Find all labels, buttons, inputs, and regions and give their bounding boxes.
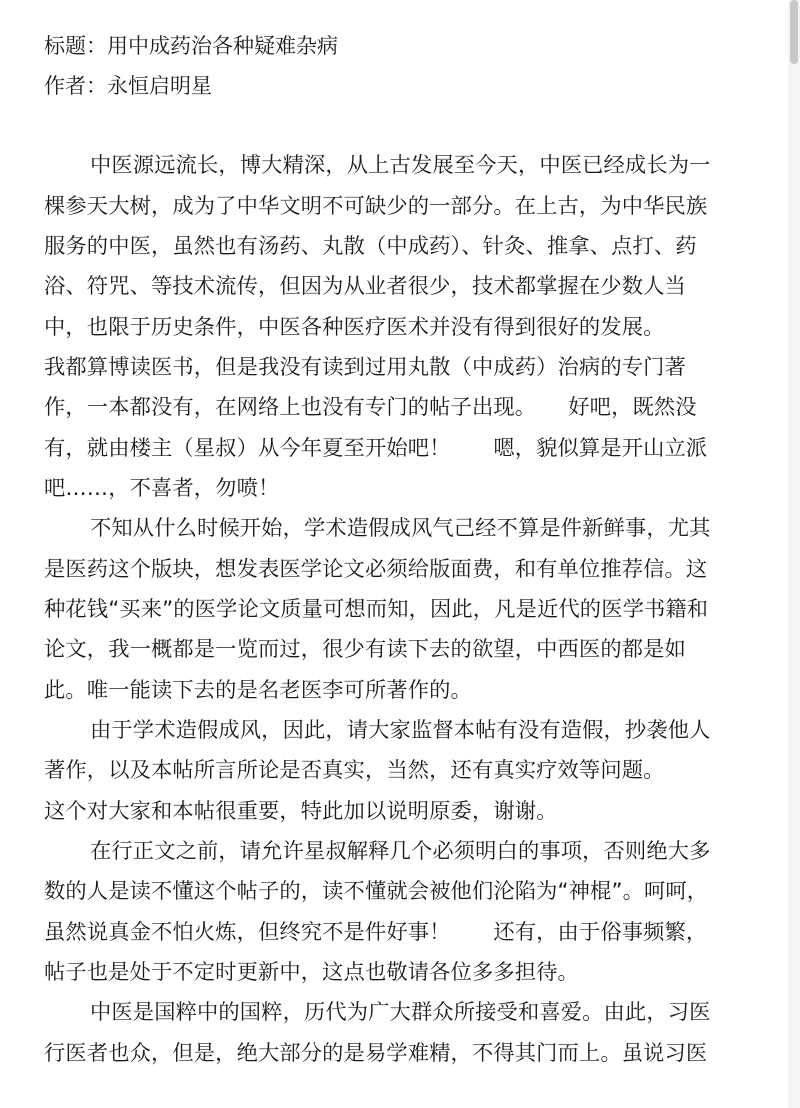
- body-line: 这个对大家和本帖很重要，特此加以说明原委，谢谢。: [44, 799, 558, 824]
- vertical-scrollbar[interactable]: [788, 0, 800, 1108]
- body-line: 不知从什么时候开始，学术造假成风气己经不算是件新鲜事，尤其: [90, 516, 711, 541]
- body-line: 中，也限于历史条件，中医各种医疗医术并没有得到很好的发展。: [44, 315, 665, 340]
- body-line: 论文，我一概都是一览而过，很少有读下去的欲望，中西医的都是如: [44, 637, 686, 662]
- body-line: 此。唯一能读下去的是名老医李可所著作的。: [44, 678, 472, 703]
- body-line: 吧……，不喜者，勿喷！: [44, 476, 280, 501]
- body-line: 著作，以及本帖所言所论是否真实，当然，还有真实疗效等问题。: [44, 758, 665, 783]
- body-line: 由于学术造假成风，因此，请大家监督本帖有没有造假，抄袭他人: [90, 718, 711, 743]
- body-line: 在行正文之前，请允许星叔解释几个必须明白的事项，否则绝大多: [90, 839, 711, 864]
- body-line: 是医药这个版块，想发表医学论文必须给版面费，和有单位推荐信。这: [44, 557, 708, 582]
- body-line: 种花钱“买来”的医学论文质量可想而知，因此，凡是近代的医学书籍和: [44, 597, 709, 622]
- body-line: 中医源远流长，博大精深，从上古发展至今天，中医已经成长为一: [90, 153, 711, 178]
- post-author: 作者：永恒启明星: [44, 74, 212, 98]
- body-line: 棵参天大树，成为了中华文明不可缺少的一部分。在上古，为中华民族: [44, 194, 708, 219]
- body-line: 作，一本都没有，在网络上也没有专门的帖子出现。 好吧，既然没: [44, 395, 697, 420]
- post-title: 标题：用中成药治各种疑难杂病: [44, 34, 338, 58]
- body-line: 数的人是读不懂这个帖子的，读不懂就会被他们沦陷为“神棍”。呵呵，: [44, 879, 709, 904]
- scrollbar-thumb[interactable]: [790, 0, 798, 64]
- body-line: 行医者也众，但是，绝大部分的是易学难精，不得其门而上。虽说习医: [44, 1041, 708, 1066]
- body-line: 浴、符咒、等技术流传，但因为从业者很少，技术都掌握在少数人当: [44, 274, 686, 299]
- body-line: 帖子也是处于不定时更新中，这点也敬请各位多多担待。: [44, 960, 579, 985]
- body-line: 中医是国粹中的国粹，历代为广大群众所接受和喜爱。由此，习医: [90, 1000, 711, 1025]
- body-line: 虽然说真金不怕火炼，但终究不是件好事！ 还有，由于俗事频繁，: [44, 920, 708, 945]
- body-line: 我都算博读医书，但是我没有读到过用丸散（中成药）治病的专门著: [44, 355, 686, 380]
- body-line: 服务的中医，虽然也有汤药、丸散（中成药）、针灸、推拿、点打、药: [44, 234, 697, 259]
- body-line: 有，就由楼主（星叔）从今年夏至开始吧！ 嗯，貌似算是开山立派: [44, 436, 708, 461]
